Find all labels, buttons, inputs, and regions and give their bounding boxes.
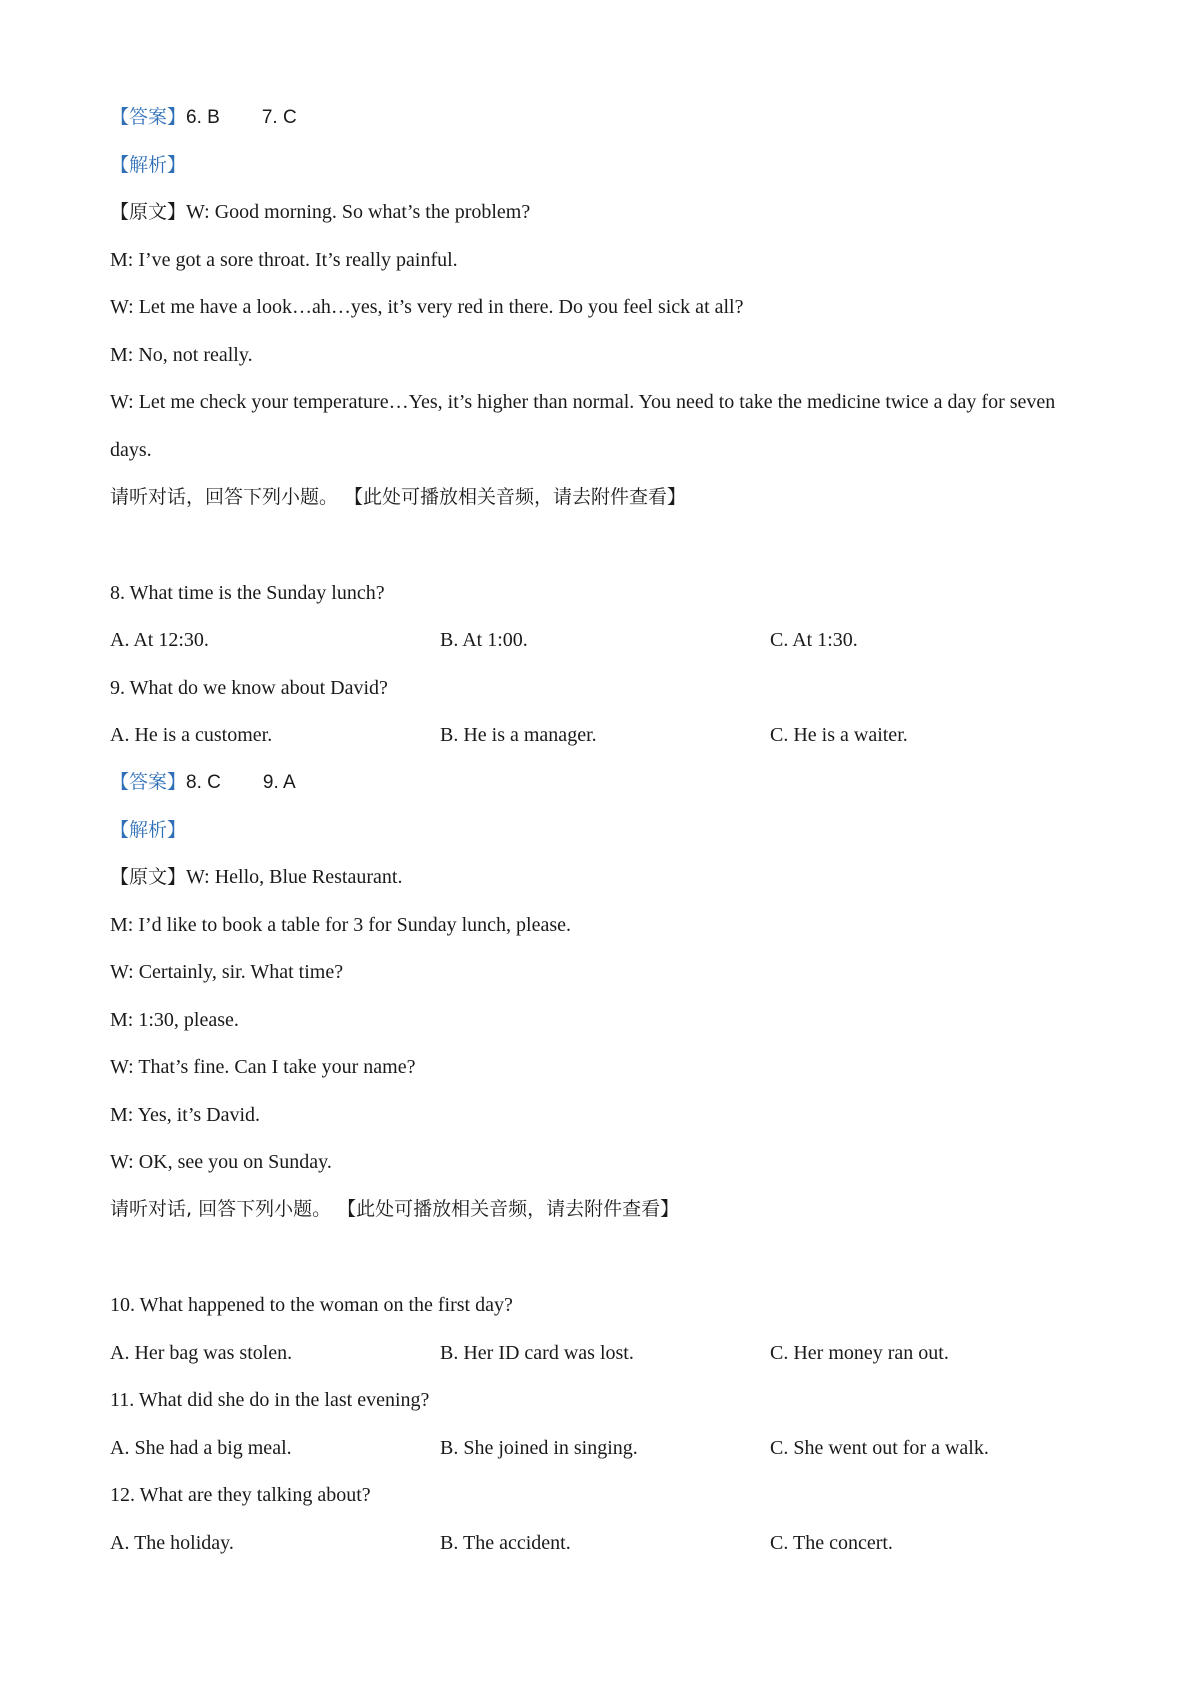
dialogue-line: days. bbox=[110, 439, 152, 461]
answer-7: 7. C bbox=[261, 107, 297, 128]
analysis-line-1 bbox=[110, 153, 186, 177]
answer-line-6-7 bbox=[110, 105, 297, 130]
listening-instruction: 请听对话, 回答下列小题。 【此处可播放相关音频，请去附件查看】 bbox=[110, 1198, 680, 1220]
answer-8: 8. C bbox=[186, 772, 221, 793]
analysis-line-2 bbox=[110, 818, 186, 842]
option-9c: C. He is a waiter. bbox=[770, 724, 908, 746]
option-10a: A. Her bag was stolen. bbox=[110, 1342, 293, 1364]
question-9: 9. What do we know about David? bbox=[110, 677, 388, 699]
dialogue-line: M: 1:30, please. bbox=[110, 1009, 239, 1031]
dialogue-line: W: Let me check your temperature…Yes, it’s higher than normal. You need to take the medicine twice a day for seven bbox=[110, 391, 1056, 413]
answer-tag: 【答案】 bbox=[110, 106, 187, 128]
option-12b: B. The accident. bbox=[440, 1532, 571, 1554]
dialogue-line: W: Certainly, sir. What time? bbox=[110, 961, 344, 983]
question-8: 8. What time is the Sunday lunch? bbox=[110, 582, 385, 604]
dialogue-line: W: Good morning. So what’s the problem? bbox=[186, 201, 531, 223]
option-12a: A. The holiday. bbox=[110, 1532, 234, 1554]
answer-tag: 【答案】 bbox=[110, 771, 187, 793]
dialogue-line: M: I’ve got a sore throat. It’s really painful. bbox=[110, 249, 458, 271]
option-11b: B. She joined in singing. bbox=[440, 1437, 638, 1459]
option-12c: C. The concert. bbox=[770, 1532, 893, 1554]
option-9b: B. He is a manager. bbox=[440, 724, 597, 746]
dialogue-line: W: Hello, Blue Restaurant. bbox=[186, 866, 403, 888]
question-10: 10. What happened to the woman on the first day? bbox=[110, 1294, 513, 1316]
option-8b: B. At 1:00. bbox=[440, 629, 528, 651]
analysis-tag: 【解析】 bbox=[110, 154, 187, 176]
original-tag: 【原文】 bbox=[110, 866, 187, 888]
dialogue-line: W: That’s fine. Can I take your name? bbox=[110, 1056, 416, 1078]
option-11a: A. She had a big meal. bbox=[110, 1437, 292, 1459]
dialogue-line: M: I’d like to book a table for 3 for Sunday lunch, please. bbox=[110, 914, 571, 936]
listening-instruction: 请听对话，回答下列小题。 【此处可播放相关音频，请去附件查看】 bbox=[110, 486, 687, 508]
option-10c: C. Her money ran out. bbox=[770, 1342, 949, 1364]
dialogue-line: W: OK, see you on Sunday. bbox=[110, 1151, 332, 1173]
option-8a: A. At 12:30. bbox=[110, 629, 209, 651]
original-tag: 【原文】 bbox=[110, 201, 187, 223]
original-line-1 bbox=[110, 200, 530, 224]
answer-line-8-9 bbox=[110, 770, 296, 795]
original-line-2 bbox=[110, 865, 402, 889]
question-11: 11. What did she do in the last evening? bbox=[110, 1389, 430, 1411]
analysis-tag: 【解析】 bbox=[110, 819, 187, 841]
dialogue-line: M: No, not really. bbox=[110, 344, 253, 366]
option-9a: A. He is a customer. bbox=[110, 724, 273, 746]
answer-6: 6. B bbox=[186, 107, 220, 128]
option-10b: B. Her ID card was lost. bbox=[440, 1342, 634, 1364]
dialogue-line: W: Let me have a look…ah…yes, it’s very red in there. Do you feel sick at all? bbox=[110, 296, 744, 318]
option-11c: C. She went out for a walk. bbox=[770, 1437, 989, 1459]
question-12: 12. What are they talking about? bbox=[110, 1484, 371, 1506]
option-8c: C. At 1:30. bbox=[770, 629, 858, 651]
dialogue-line: M: Yes, it’s David. bbox=[110, 1104, 261, 1126]
answer-9: 9. A bbox=[262, 772, 296, 793]
